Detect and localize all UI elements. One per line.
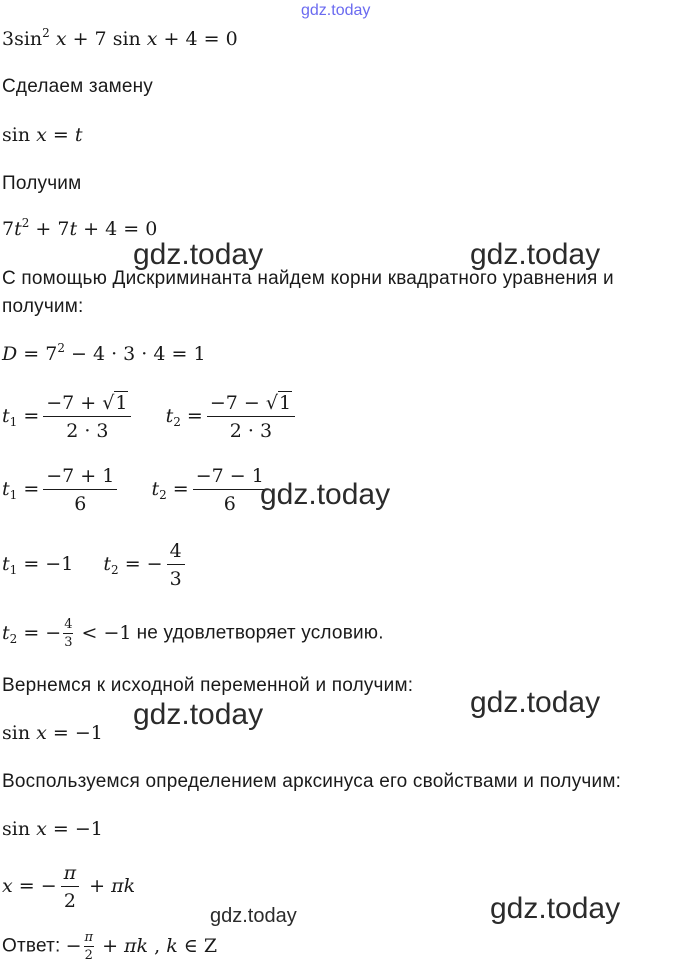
equation-substitution: sin x = t bbox=[2, 124, 83, 146]
equation-original: $3\sin^2$ x + 7 sin x + 4 = 0 bbox=[2, 26, 238, 50]
line-not-satisfy: $t_2$ = − $\frac{4}{3}$ < −1 не удовлетворяет условию. bbox=[2, 617, 384, 650]
watermark-top: gdz.today bbox=[301, 2, 371, 19]
equation-quadratic: $7t^2 + 7t + 4 = 0$ bbox=[2, 216, 158, 240]
watermark-1: gdz.today bbox=[133, 238, 264, 271]
equation-roots-formula: $t_1$ = $\frac{-7 + √1}{2 \cdot 3}$ $t_2$ = $\frac{-7 - √1}{2 \cdot 3}$ bbox=[2, 392, 299, 442]
equation-sin-minus-one-2: sin x = −1 bbox=[2, 818, 103, 840]
text-substitution: Сделаем замену bbox=[2, 76, 154, 97]
line-answer: Ответ: − $\frac{\pi}{2}$ + πk , k ∈ Z bbox=[2, 930, 218, 963]
watermark-4: gdz.today bbox=[470, 686, 601, 719]
equation-sin-minus-one: sin x = −1 bbox=[2, 722, 103, 744]
text-arcsin-definition: Воспользуемся определением арксинуса его свойствами и получим: bbox=[2, 771, 622, 792]
equation-solution: x = − $\frac{\pi}{2}$ + πk bbox=[2, 862, 136, 912]
equation-roots-result: $t_1 = -1$ $t_2$ = − $\frac{4}{3}$ bbox=[2, 540, 189, 590]
watermark-6: gdz.today bbox=[490, 892, 621, 925]
text-obtain: Получим bbox=[2, 173, 82, 194]
text-answer-label: Ответ: bbox=[2, 935, 61, 957]
text-discriminant-intro-2: получим: bbox=[2, 296, 84, 317]
equation-roots-values: $t_1$ = $\frac{-7 + 1}{6}$ $t_2$ = $\frac{-7 - 1}{6}$ bbox=[2, 465, 271, 515]
watermark-7: gdz.today bbox=[210, 905, 297, 927]
equation-discriminant: $D = 7^2 - 4 \cdot 3 \cdot 4 = 1$ bbox=[2, 341, 206, 365]
text-return-variable: Вернемся к исходной переменной и получим: bbox=[2, 675, 414, 696]
watermark-3: gdz.today bbox=[260, 478, 391, 511]
watermark-2: gdz.today bbox=[470, 238, 601, 271]
text-not-satisfy: не удовлетворяет условию. bbox=[136, 622, 384, 644]
watermark-5: gdz.today bbox=[133, 698, 264, 731]
text-discriminant-intro-1: С помощью Дискриминанта найдем корни квадратного уравнения и bbox=[2, 268, 614, 289]
